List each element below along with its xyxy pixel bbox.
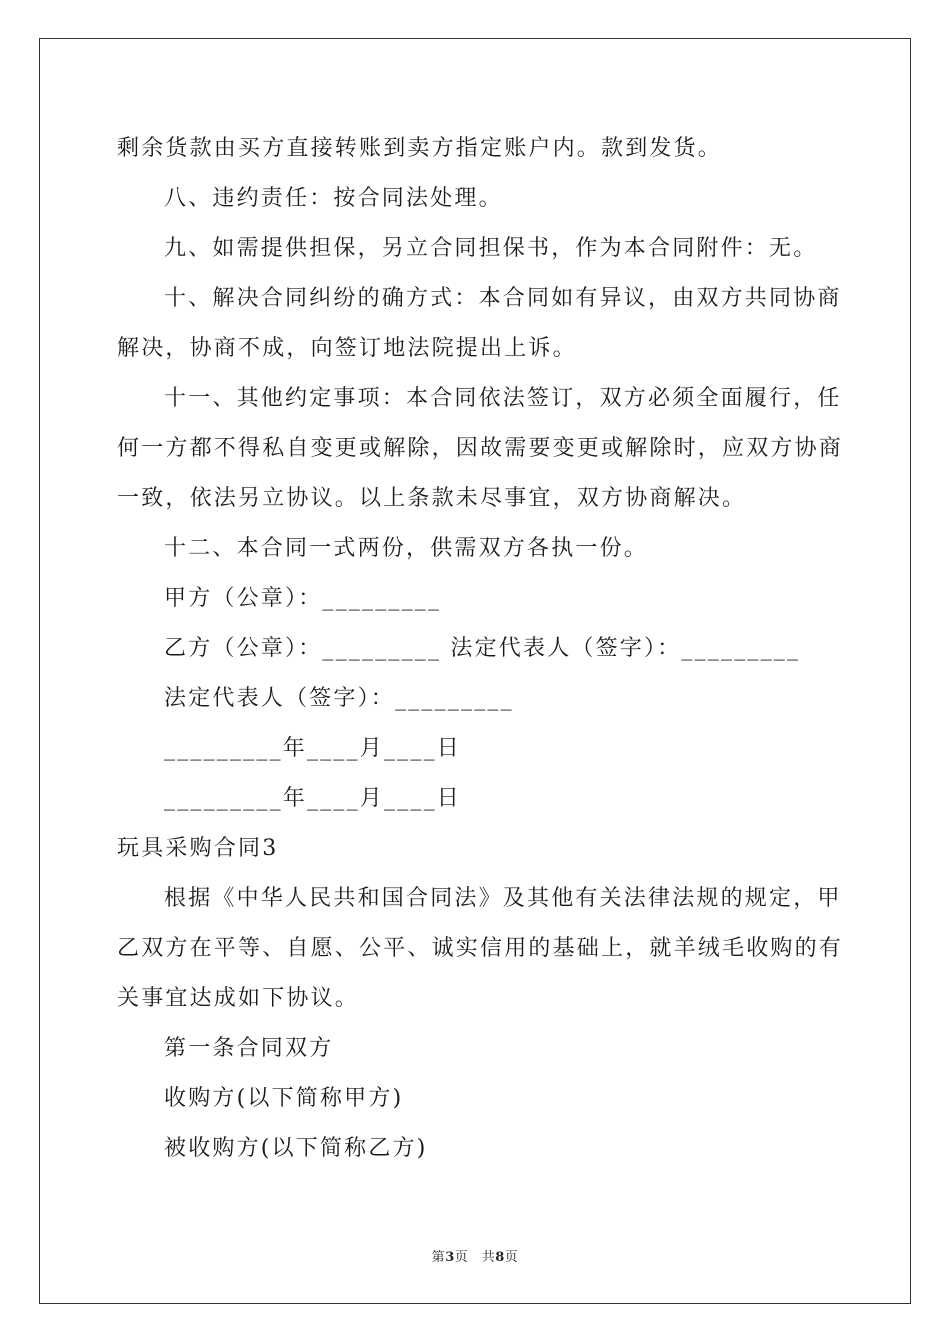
article-one-heading: 第一条合同双方 xyxy=(164,1036,334,1061)
clause-eleven-cont: 何一方都不得私自变更或解除，因故需要变更或解除时，应双方协商 xyxy=(117,436,844,461)
date-field: _________年____月____日 xyxy=(164,736,462,761)
clause-eleven: 十一、其他约定事项：本合同依法签订，双方必须全面履行，任 xyxy=(164,386,842,411)
clause-eleven-end: 一致，依法另立协议。以上条款未尽事宜，双方协商解决。 xyxy=(117,486,747,511)
footer-suffix: 页 xyxy=(504,1250,519,1265)
clause-nine: 九、如需提供担保，另立合同担保书，作为本合同附件：无。 xyxy=(164,236,818,261)
legal-rep-signature-field: 法定代表人（签字）：_________ xyxy=(164,686,514,711)
date-field: _________年____月____日 xyxy=(164,786,462,811)
clause-ten: 十、解决合同纠纷的确方式：本合同如有异议，由双方共同协商 xyxy=(164,286,842,311)
preamble-line: 乙双方在平等、自愿、公平、诚实信用的基础上，就羊绒毛收购的有 xyxy=(117,936,844,961)
preamble-end: 关事宜达成如下协议。 xyxy=(117,986,360,1011)
section-title: 玩具采购合同3 xyxy=(117,836,279,861)
clause-twelve: 十二、本合同一式两份，供需双方各执一份。 xyxy=(164,536,649,561)
current-page-number: 3 xyxy=(445,1250,455,1265)
paragraph-line: 剩余货款由买方直接转账到卖方指定账户内。款到发货。 xyxy=(117,136,723,161)
total-pages-number: 8 xyxy=(495,1250,505,1265)
page-footer xyxy=(0,1246,950,1265)
clause-eight: 八、违约责任：按合同法处理。 xyxy=(164,186,503,211)
buyer-line: 收购方(以下简称甲方) xyxy=(164,1086,404,1111)
party-b-seal-field: 乙方（公章）：_________ 法定代表人（签字）：_________ xyxy=(164,636,801,661)
document-body xyxy=(117,124,844,1174)
party-a-seal-field: 甲方（公章）：_________ xyxy=(164,586,442,611)
seller-line: 被收购方(以下简称乙方) xyxy=(164,1136,428,1161)
footer-mid: 页 共 xyxy=(454,1250,496,1265)
footer-prefix: 第 xyxy=(431,1250,446,1265)
preamble-line: 根据《中华人民共和国合同法》及其他有关法律法规的规定，甲 xyxy=(164,886,842,911)
clause-ten-cont: 解决，协商不成，向签订地法院提出上诉。 xyxy=(117,336,577,361)
